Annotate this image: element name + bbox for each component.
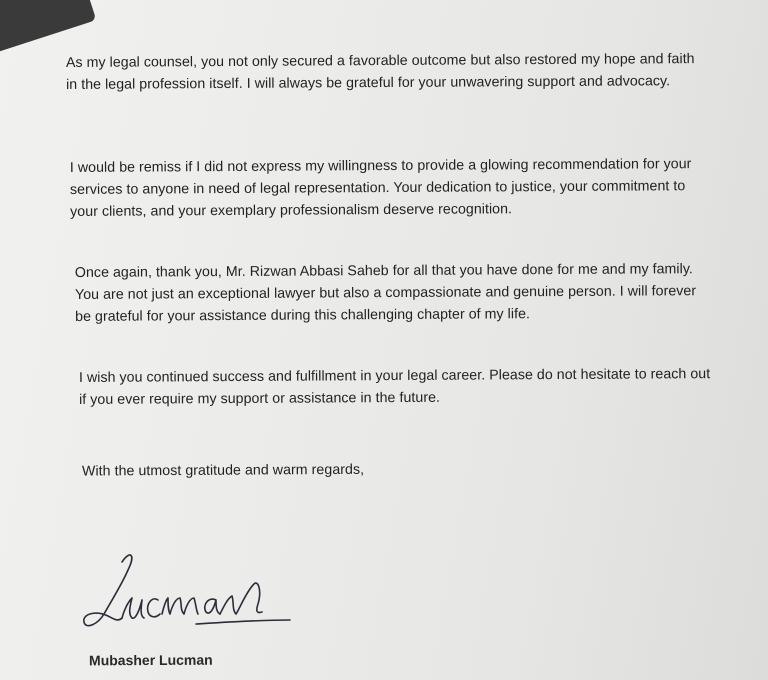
closing-line: With the utmost gratitude and warm regards,	[81, 461, 365, 480]
sender-name: Mubasher Lucman	[88, 651, 213, 669]
paragraph-3: Once again, thank you, Mr. Rizwan Abbasi Saheb for all that you have done for me and my family. You are not just an exceptional lawyer but also a compassionate and genuine person. I will forever be grateful for your assistance during this challenging chapter of my life.	[74, 261, 697, 325]
paragraph-2: I would be remiss if I did not express my willingness to provide a glowing recommendation for your services to anyone in need of legal representation. Your dedication to justice, your commitment to your clients, and your exemplary professionalism deserve recognition.	[69, 156, 692, 220]
handwritten-signature	[78, 548, 293, 638]
paragraph-4: I wish you continued success and fulfillment in your legal career. Please do not hesitate to reach out if you ever require my support or assistance in the future.	[78, 366, 711, 408]
paragraph-1: As my legal counsel, you not only secured a favorable outcome but also restored my hope and faith in the legal profession itself. I will always be grateful for your unwavering support and advocacy.	[65, 51, 695, 93]
